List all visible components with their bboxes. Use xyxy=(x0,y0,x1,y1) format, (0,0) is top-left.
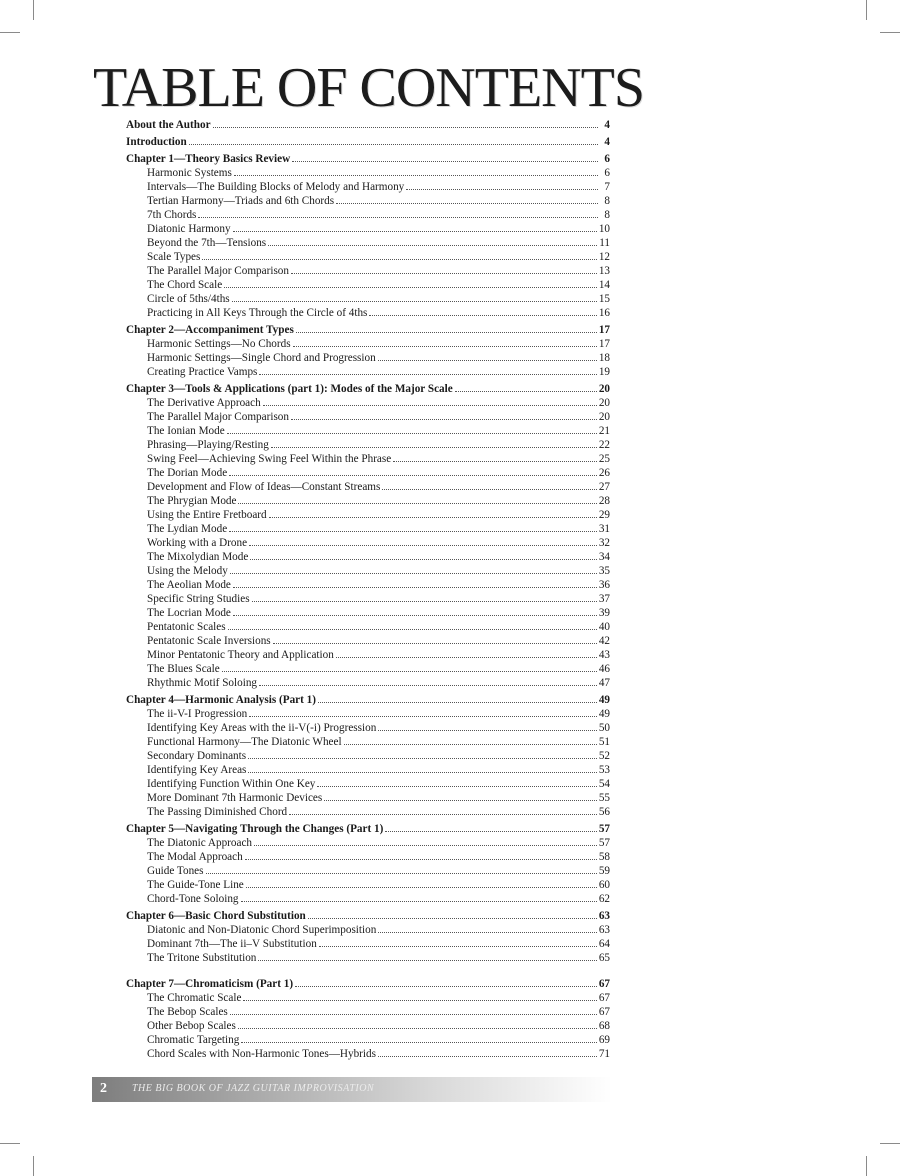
dot-leader xyxy=(234,175,598,176)
dot-leader xyxy=(259,685,597,686)
toc-entry-title: The Parallel Major Comparison xyxy=(147,265,289,277)
toc-entry[interactable] xyxy=(126,494,610,508)
toc-page-number: 46 xyxy=(598,663,610,675)
dot-leader xyxy=(233,231,597,232)
dot-leader xyxy=(229,531,597,532)
dot-leader xyxy=(308,918,597,919)
toc-entry[interactable] xyxy=(126,951,610,965)
toc-page-number: 57 xyxy=(598,837,610,849)
toc-page-number: 17 xyxy=(598,338,610,350)
toc-entry-title: Chapter 1—Theory Basics Review xyxy=(126,153,291,165)
toc-page-number: 10 xyxy=(598,223,610,235)
toc-entry[interactable] xyxy=(126,648,610,662)
toc-entry[interactable] xyxy=(126,578,610,592)
toc-entry-title: Identifying Key Areas xyxy=(147,764,247,776)
dot-leader xyxy=(263,405,597,406)
toc-page-number: 22 xyxy=(598,439,610,451)
toc-entry-title: Chapter 7—Chromaticism (Part 1) xyxy=(126,978,294,990)
dot-leader xyxy=(378,360,597,361)
toc-entry[interactable] xyxy=(126,424,610,438)
toc-entry[interactable] xyxy=(126,564,610,578)
dot-leader xyxy=(189,144,598,145)
toc-entry-title: Harmonic Settings—Single Chord and Progression xyxy=(147,352,376,364)
toc-entry-title: Tertian Harmony—Triads and 6th Chords xyxy=(147,195,335,207)
toc-page-number: 37 xyxy=(598,593,610,605)
toc-entry-title: The Passing Diminished Chord xyxy=(147,806,288,818)
toc-entry[interactable] xyxy=(126,180,610,194)
toc-page-number: 34 xyxy=(598,551,610,563)
toc-entry-title: Using the Melody xyxy=(147,565,228,577)
toc-entry[interactable] xyxy=(126,864,610,878)
toc-entry-title: Functional Harmony—The Diatonic Wheel xyxy=(147,736,342,748)
toc-page-number: 17 xyxy=(598,324,610,336)
dot-leader xyxy=(202,259,596,260)
toc-page-number: 43 xyxy=(598,649,610,661)
toc-entry[interactable] xyxy=(126,606,610,620)
dot-leader xyxy=(296,332,597,333)
toc-page-number: 60 xyxy=(598,879,610,891)
toc-page-number: 40 xyxy=(598,621,610,633)
toc-page-number: 67 xyxy=(598,992,610,1004)
toc-entry[interactable] xyxy=(126,351,610,365)
page-title: TABLE OF CONTENTS xyxy=(93,57,644,119)
toc-page-number: 18 xyxy=(598,352,610,364)
toc-entry-title: The Mixolydian Mode xyxy=(147,551,249,563)
crop-mark-bottom-left-v xyxy=(33,1156,34,1176)
dot-leader xyxy=(273,643,597,644)
toc-entry-title: Specific String Studies xyxy=(147,593,250,605)
toc-entry[interactable] xyxy=(126,707,610,721)
toc-entry[interactable] xyxy=(126,662,610,676)
crop-mark-bottom-left-h xyxy=(0,1143,20,1144)
toc-page-number: 67 xyxy=(598,1006,610,1018)
toc-entry-title: Harmonic Settings—No Chords xyxy=(147,338,291,350)
toc-entry-title: Working with a Drone xyxy=(147,537,248,549)
toc-page-number: 56 xyxy=(598,806,610,818)
toc-entry[interactable] xyxy=(126,264,610,278)
crop-mark-top-left-h xyxy=(0,32,20,33)
dot-leader xyxy=(269,517,597,518)
dot-leader xyxy=(230,573,597,574)
dot-leader xyxy=(455,391,597,392)
dot-leader xyxy=(293,346,597,347)
dot-leader xyxy=(291,273,597,274)
toc-entry-title: Chapter 5—Navigating Through the Changes (Part 1) xyxy=(126,823,384,835)
dot-leader xyxy=(268,245,597,246)
dot-leader xyxy=(336,657,597,658)
toc-page-number: 54 xyxy=(598,778,610,790)
dot-leader xyxy=(289,814,597,815)
dot-leader xyxy=(248,758,597,759)
toc-entry[interactable] xyxy=(126,222,610,236)
toc-entry[interactable] xyxy=(126,306,610,320)
toc-entry-title: Chapter 2—Accompaniment Types xyxy=(126,324,294,336)
toc-entry-title: The Chromatic Scale xyxy=(147,992,242,1004)
toc-page-number: 4 xyxy=(604,136,610,148)
toc-entry-title: Diatonic and Non-Diatonic Chord Superimposition xyxy=(147,924,377,936)
toc-entry[interactable] xyxy=(126,592,610,606)
toc-entry[interactable] xyxy=(126,522,610,536)
toc-section xyxy=(126,822,610,906)
toc-entry[interactable] xyxy=(126,208,610,222)
toc-page-number: 20 xyxy=(598,383,610,395)
toc-entry[interactable] xyxy=(126,878,610,892)
toc-entry[interactable] xyxy=(126,850,610,864)
dot-leader xyxy=(241,1042,596,1043)
toc-entry-title: The Lydian Mode xyxy=(147,523,228,535)
toc-entry[interactable] xyxy=(126,991,610,1005)
dot-leader xyxy=(258,960,596,961)
toc-chapter-entry[interactable] xyxy=(126,323,610,337)
toc-section xyxy=(126,118,610,132)
dot-leader xyxy=(213,127,598,128)
toc-entry-title: Identifying Function Within One Key xyxy=(147,778,316,790)
toc-section xyxy=(126,382,610,690)
toc-page-number: 16 xyxy=(598,307,610,319)
toc-entry[interactable] xyxy=(126,166,610,180)
toc-page-number: 31 xyxy=(598,523,610,535)
toc-chapter-entry[interactable] xyxy=(126,909,610,923)
dot-leader xyxy=(393,461,597,462)
toc-page-number: 49 xyxy=(598,694,610,706)
dot-leader xyxy=(319,946,597,947)
toc-page-number: 67 xyxy=(598,978,610,990)
dot-leader xyxy=(271,447,597,448)
toc-page-number: 27 xyxy=(598,481,610,493)
toc-entry[interactable] xyxy=(126,735,610,749)
dot-leader xyxy=(254,845,597,846)
dot-leader xyxy=(198,217,598,218)
toc-page-number: 19 xyxy=(598,366,610,378)
toc-page-number: 58 xyxy=(598,851,610,863)
toc-page-number: 4 xyxy=(604,119,610,131)
toc-entry-title: The Derivative Approach xyxy=(147,397,261,409)
toc-page-number: 26 xyxy=(598,467,610,479)
toc-entry[interactable] xyxy=(126,452,610,466)
toc-page-number: 12 xyxy=(598,251,610,263)
toc-chapter-entry[interactable] xyxy=(126,382,610,396)
dot-leader xyxy=(243,1000,596,1001)
toc-page-number: 63 xyxy=(598,910,610,922)
dot-leader xyxy=(250,559,597,560)
toc-entry-title: Secondary Dominants xyxy=(147,750,247,762)
toc-chapter-entry[interactable] xyxy=(126,822,610,836)
toc-page-number: 13 xyxy=(598,265,610,277)
toc-entry-title: The Bebop Scales xyxy=(147,1006,228,1018)
toc-entry-title: The Blues Scale xyxy=(147,663,220,675)
toc-page-number: 6 xyxy=(604,153,610,165)
toc-page-number: 57 xyxy=(598,823,610,835)
toc-entry-title: The Tritone Substitution xyxy=(147,952,257,964)
toc-entry-title: Swing Feel—Achieving Swing Feel Within the Phrase xyxy=(147,453,392,465)
dot-leader xyxy=(232,301,597,302)
toc-entry[interactable] xyxy=(126,410,610,424)
toc-page-number: 28 xyxy=(598,495,610,507)
dot-leader xyxy=(238,503,596,504)
toc-entry-title: Other Bebop Scales xyxy=(147,1020,236,1032)
toc-chapter-entry[interactable] xyxy=(126,118,610,132)
toc-page-number: 35 xyxy=(598,565,610,577)
toc-page-number: 39 xyxy=(598,607,610,619)
toc-entry-title: Chapter 4—Harmonic Analysis (Part 1) xyxy=(126,694,316,706)
toc-section xyxy=(126,323,610,379)
toc-page-number: 69 xyxy=(598,1034,610,1046)
toc-page-number: 15 xyxy=(598,293,610,305)
toc-entry-title: Diatonic Harmony xyxy=(147,223,231,235)
toc-entry[interactable] xyxy=(126,236,610,250)
toc-section xyxy=(126,977,610,1061)
dot-leader xyxy=(230,1014,597,1015)
toc-page-number: 71 xyxy=(598,1048,610,1060)
toc-entry-title: Practicing in All Keys Through the Circle of 4ths xyxy=(147,307,368,319)
toc-page-number: 51 xyxy=(598,736,610,748)
toc-entry[interactable] xyxy=(126,1019,610,1033)
toc-page-number: 6 xyxy=(604,167,610,179)
toc-page-number: 55 xyxy=(598,792,610,804)
dot-leader xyxy=(245,859,597,860)
toc-entry[interactable] xyxy=(126,508,610,522)
toc-entry-title: The Ionian Mode xyxy=(147,425,225,437)
dot-leader xyxy=(344,744,597,745)
dot-leader xyxy=(317,786,596,787)
crop-mark-bottom-right-h xyxy=(880,1143,900,1144)
toc-section xyxy=(126,693,610,819)
toc-entry-title: Pentatonic Scale Inversions xyxy=(147,635,271,647)
toc-entry-title: The Chord Scale xyxy=(147,279,223,291)
dot-leader xyxy=(406,189,598,190)
toc-entry-title: The Aeolian Mode xyxy=(147,579,231,591)
toc-entry-title: Circle of 5ths/4ths xyxy=(147,293,230,305)
toc-page-number: 8 xyxy=(604,195,610,207)
toc-entry[interactable] xyxy=(126,438,610,452)
toc-entry[interactable] xyxy=(126,365,610,379)
dot-leader xyxy=(227,433,597,434)
toc-entry[interactable] xyxy=(126,836,610,850)
toc-entry-title: The Modal Approach xyxy=(147,851,243,863)
toc-section xyxy=(126,152,610,320)
toc-entry-title: Chapter 3—Tools & Applications (part 1): Modes of the Major Scale xyxy=(126,383,453,395)
toc-page-number: 52 xyxy=(598,750,610,762)
dot-leader xyxy=(233,615,597,616)
toc-section xyxy=(126,909,610,965)
toc-entry-title: Intervals—The Building Blocks of Melody and Harmony xyxy=(147,181,405,193)
toc-entry[interactable] xyxy=(126,805,610,819)
toc-entry-title: Introduction xyxy=(126,136,187,148)
toc-entry-title: Using the Entire Fretboard xyxy=(147,509,267,521)
dot-leader xyxy=(252,601,597,602)
dot-leader xyxy=(259,374,596,375)
dot-leader xyxy=(249,545,597,546)
toc-page-number: 11 xyxy=(599,237,610,249)
dot-leader xyxy=(385,831,596,832)
dot-leader xyxy=(292,161,598,162)
dot-leader xyxy=(249,716,597,717)
toc-entry[interactable] xyxy=(126,194,610,208)
dot-leader xyxy=(222,671,597,672)
toc-entry-title: Rhythmic Motif Soloing xyxy=(147,677,258,689)
toc-entry-title: Harmonic Systems xyxy=(147,167,232,179)
toc-entry-title: Chapter 6—Basic Chord Substitution xyxy=(126,910,306,922)
dot-leader xyxy=(224,287,597,288)
toc-page-number: 14 xyxy=(598,279,610,291)
dot-leader xyxy=(238,1028,597,1029)
toc-entry-title: About the Author xyxy=(126,119,211,131)
toc-entry-title: The Parallel Major Comparison xyxy=(147,411,289,423)
dot-leader xyxy=(228,629,597,630)
dot-leader xyxy=(378,1056,597,1057)
toc-entry-title: Guide Tones xyxy=(147,865,204,877)
toc-page-number: 68 xyxy=(598,1020,610,1032)
toc-entry-title: Beyond the 7th—Tensions xyxy=(147,237,267,249)
book-title: THE BIG BOOK OF JAZZ GUITAR IMPROVISATION xyxy=(132,1083,375,1094)
crop-mark-top-right-v xyxy=(866,0,867,20)
crop-mark-bottom-right-v xyxy=(866,1156,867,1176)
toc-entry[interactable] xyxy=(126,777,610,791)
toc-entry-title: The Locrian Mode xyxy=(147,607,231,619)
toc-entry[interactable] xyxy=(126,791,610,805)
toc-entry-title: The Dorian Mode xyxy=(147,467,228,479)
dot-leader xyxy=(378,730,597,731)
toc-entry[interactable] xyxy=(126,278,610,292)
toc-section xyxy=(126,135,610,149)
toc-entry-title: Scale Types xyxy=(147,251,201,263)
toc-chapter-entry[interactable] xyxy=(126,135,610,149)
toc-entry[interactable] xyxy=(126,923,610,937)
dot-leader xyxy=(369,315,596,316)
toc-page-number: 50 xyxy=(598,722,610,734)
toc-entry[interactable] xyxy=(126,1047,610,1061)
toc-chapter-entry[interactable] xyxy=(126,693,610,707)
toc-entry[interactable] xyxy=(126,1005,610,1019)
toc-entry[interactable] xyxy=(126,937,610,951)
crop-mark-top-left-v xyxy=(33,0,34,20)
dot-leader xyxy=(318,702,597,703)
toc-entry[interactable] xyxy=(126,536,610,550)
toc-page-number: 20 xyxy=(598,397,610,409)
dot-leader xyxy=(382,489,596,490)
toc-page-number: 53 xyxy=(598,764,610,776)
toc-page-number: 32 xyxy=(598,537,610,549)
page-footer-bar xyxy=(92,1077,612,1102)
dot-leader xyxy=(233,587,597,588)
toc-entry[interactable] xyxy=(126,721,610,735)
page-number: 2 xyxy=(100,1081,107,1096)
toc-entry-title: Chord-Tone Soloing xyxy=(147,893,239,905)
dot-leader xyxy=(241,901,597,902)
dot-leader xyxy=(229,475,597,476)
toc-entry[interactable] xyxy=(126,676,610,690)
toc-entry-title: More Dominant 7th Harmonic Devices xyxy=(147,792,323,804)
toc-entry-title: Chromatic Targeting xyxy=(147,1034,240,1046)
toc-entry[interactable] xyxy=(126,337,610,351)
toc-entry-title: Pentatonic Scales xyxy=(147,621,226,633)
toc-entry-title: Dominant 7th—The ii–V Substitution xyxy=(147,938,317,950)
toc-entry-title: 7th Chords xyxy=(147,209,197,221)
dot-leader xyxy=(336,203,598,204)
toc-page-number: 42 xyxy=(598,635,610,647)
toc-entry-title: Phrasing—Playing/Resting xyxy=(147,439,269,451)
toc-entry[interactable] xyxy=(126,550,610,564)
dot-leader xyxy=(206,873,597,874)
toc-entry[interactable] xyxy=(126,292,610,306)
toc-entry-title: Creating Practice Vamps xyxy=(147,366,258,378)
toc-page-number: 21 xyxy=(598,425,610,437)
toc-entry-title: The Phrygian Mode xyxy=(147,495,237,507)
toc-page-number: 36 xyxy=(598,579,610,591)
dot-leader xyxy=(248,772,596,773)
toc-entry[interactable] xyxy=(126,892,610,906)
toc-page-number: 63 xyxy=(598,924,610,936)
toc-entry-title: Minor Pentatonic Theory and Application xyxy=(147,649,334,661)
dot-leader xyxy=(291,419,597,420)
toc-page-number: 8 xyxy=(604,209,610,221)
toc-page-number: 49 xyxy=(598,708,610,720)
toc-entry[interactable] xyxy=(126,480,610,494)
toc-entry[interactable] xyxy=(126,620,610,634)
toc-entry[interactable] xyxy=(126,250,610,264)
toc-page-number: 64 xyxy=(598,938,610,950)
toc-page-number: 29 xyxy=(598,509,610,521)
toc-page-number: 25 xyxy=(598,453,610,465)
toc-page-number: 65 xyxy=(598,952,610,964)
toc-entry[interactable] xyxy=(126,634,610,648)
toc-entry[interactable] xyxy=(126,396,610,410)
toc-entry-title: Identifying Key Areas with the ii-V(-i) Progression xyxy=(147,722,377,734)
toc-entry-title: The Guide-Tone Line xyxy=(147,879,244,891)
table-of-contents xyxy=(126,118,610,1064)
toc-entry[interactable] xyxy=(126,763,610,777)
toc-chapter-entry[interactable] xyxy=(126,977,610,991)
toc-page-number: 7 xyxy=(604,181,610,193)
toc-page-number: 62 xyxy=(598,893,610,905)
toc-entry[interactable] xyxy=(126,1033,610,1047)
toc-entry-title: The Diatonic Approach xyxy=(147,837,253,849)
toc-entry-title: The ii-V-I Progression xyxy=(147,708,248,720)
dot-leader xyxy=(246,887,597,888)
dot-leader xyxy=(324,800,597,801)
toc-page-number: 20 xyxy=(598,411,610,423)
crop-mark-top-right-h xyxy=(880,32,900,33)
dot-leader xyxy=(378,932,597,933)
toc-entry-title: Development and Flow of Ideas—Constant Streams xyxy=(147,481,381,493)
toc-entry-title: Chord Scales with Non-Harmonic Tones—Hybrids xyxy=(147,1048,376,1060)
toc-entry[interactable] xyxy=(126,466,610,480)
toc-chapter-entry[interactable] xyxy=(126,152,610,166)
toc-entry[interactable] xyxy=(126,749,610,763)
dot-leader xyxy=(295,986,597,987)
toc-page-number: 47 xyxy=(598,677,610,689)
toc-page-number: 59 xyxy=(598,865,610,877)
